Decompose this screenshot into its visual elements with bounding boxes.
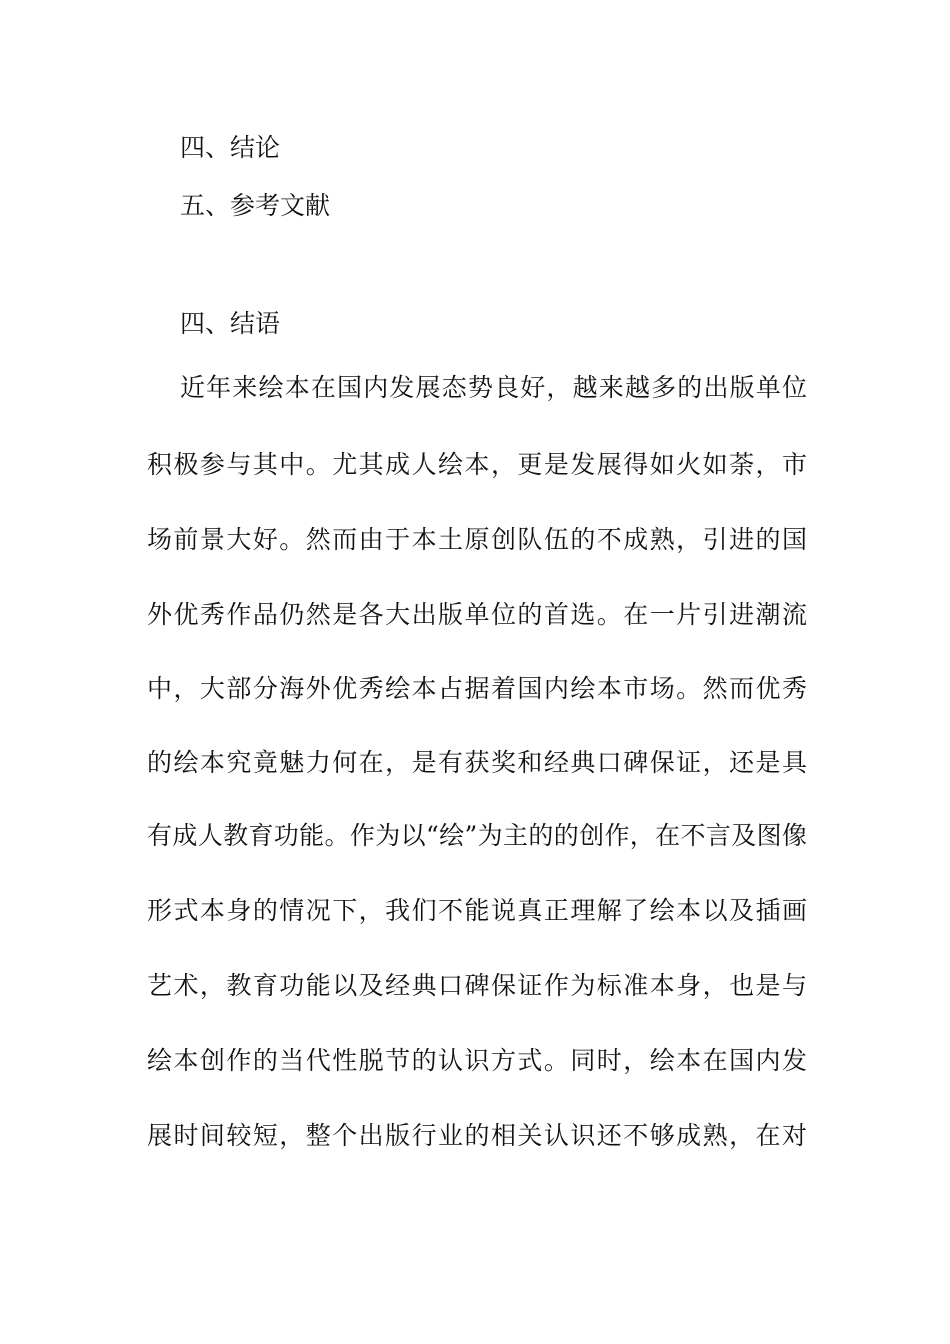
paragraph-line: 艺术，教育功能以及经典口碑保证作为标准本身，也是与 — [147, 971, 807, 1000]
paragraph-line: 近年来绘本在国内发展态势良好，越来越多的出版单位 — [180, 373, 807, 402]
paragraph-line: 中，大部分海外优秀绘本占据着国内绘本市场。然而优秀 — [147, 674, 807, 703]
paragraph-line: 展时间较短，整个出版行业的相关认识还不够成熟，在对 — [147, 1121, 807, 1150]
paragraph-line: 外优秀作品仍然是各大出版单位的首选。在一片引进潮流 — [147, 600, 807, 629]
paragraph-line: 积极参与其中。尤其成人绘本，更是发展得如火如荼，市 — [147, 450, 807, 479]
paragraph-line: 的绘本究竟魅力何在，是有获奖和经典口碑保证，还是具 — [147, 748, 807, 777]
paragraph-line: 有成人教育功能。作为以“绘”为主的的创作，在不言及图像 — [147, 821, 807, 850]
paragraph-line: 绘本创作的当代性脱节的认识方式。同时，绘本在国内发 — [147, 1046, 807, 1075]
section-heading: 四、结语 — [180, 309, 281, 338]
paragraph-line: 形式本身的情况下，我们不能说真正理解了绘本以及插画 — [147, 896, 807, 925]
paragraph-line: 场前景大好。然而由于本土原创队伍的不成熟，引进的国 — [147, 525, 807, 554]
toc-item-references: 五、参考文献 — [180, 191, 331, 220]
toc-item-conclusion: 四、结论 — [180, 133, 281, 162]
